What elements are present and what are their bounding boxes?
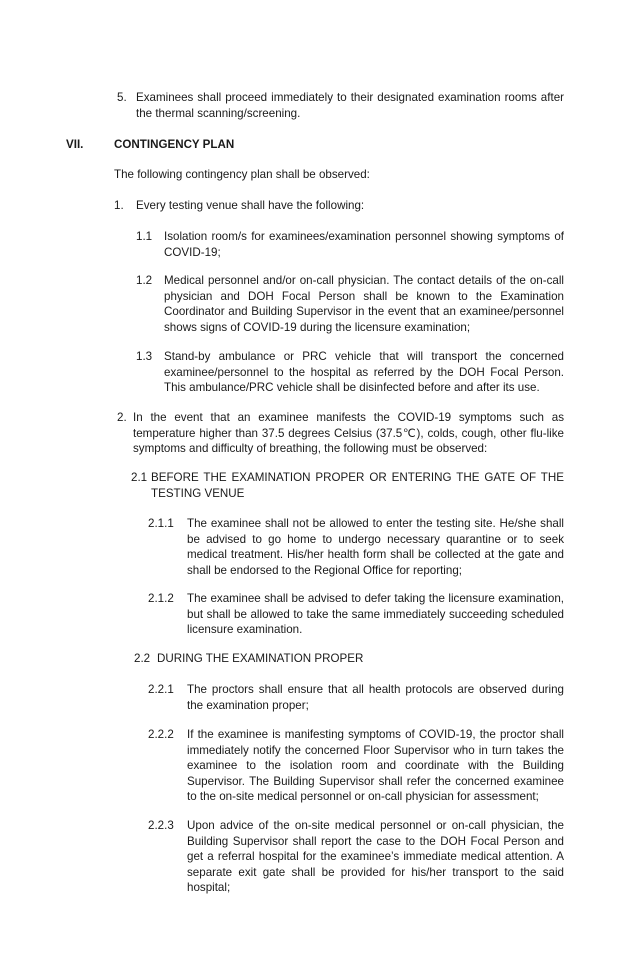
item-1-number: 1. [114,199,124,212]
item-1-3-number: 1.3 [136,350,153,363]
item-2-1-1-number: 2.1.1 [148,517,174,530]
item-1-1-number: 1.1 [136,230,153,243]
item-2-number: 2. [117,411,127,424]
sub-2-1-number: 2.1 [131,471,148,484]
item-5-number: 5. [117,91,127,104]
sub-2-2-title: DURING THE EXAMINATION PROPER [157,652,364,665]
item-2-text: In the event that an examinee manifests the COVID-19 symptoms such as temperature higher than 37.5 degrees Celsius (37.5℃), colds, cough, other flu-like symptoms and difficulty of breathing, the following must be observed: [133,411,564,456]
section-number: VII. [66,138,84,151]
section-intro: The following contingency plan shall be observed: [114,168,370,181]
section-title: CONTINGENCY PLAN [114,138,235,151]
item-5-text: Examinees shall proceed immediately to their designated examination rooms after the thermal scanning/screening. [136,91,564,120]
item-2-1-1-text: The examinee shall not be allowed to enter the testing site. He/she shall be advised to go home to undergo necessary quarantine or to seek medical treatment. His/her health form shall be collected at the gate and shall be endorsed to the Regional Office for reporting; [187,517,564,577]
item-2-2-3-text: Upon advice of the on-site medical personnel or on-call physician, the Building Supervisor shall report the case to the DOH Focal Person and get a referral hospital for the examinee’s immediate medical attention. A separate exit gate shall be provided for his/her transport to the said hospital; [187,819,564,895]
item-2-2-1-number: 2.2.1 [148,683,174,696]
item-1-2-number: 1.2 [136,274,153,287]
sub-2-1-title: BEFORE THE EXAMINATION PROPER OR ENTERING THE GATE OF THE TESTING VENUE [151,471,564,500]
sub-2-2-number: 2.2 [134,652,151,665]
item-2-2-1-text: The proctors shall ensure that all health protocols are observed during the examination proper; [187,683,564,712]
item-2-1-2-text: The examinee shall be advised to defer taking the licensure examination, but shall be allowed to take the same immediately succeeding scheduled licensure examination. [187,592,564,637]
item-1-text: Every testing venue shall have the following: [136,199,365,212]
item-2-1-2-number: 2.1.2 [148,592,174,605]
item-2-2-2-number: 2.2.2 [148,728,174,741]
item-2-2-2-text: If the examinee is manifesting symptoms of COVID-19, the proctor shall immediately notify the concerned Floor Supervisor who in turn takes the examinee to the isolation room and coordinate with the Building Supervisor. The Building Supervisor shall refer the concerned examinee to the on-site medical personnel or on-call physician for assessment; [187,728,564,804]
item-1-1-text: Isolation room/s for examinees/examination personnel showing symptoms of COVID-19; [164,230,564,259]
item-1-3-text: Stand-by ambulance or PRC vehicle that will transport the concerned examinee/personnel to the hospital as referred by the DOH Focal Person. This ambulance/PRC vehicle shall be disinfected before and after its use. [164,350,564,395]
item-2-2-3-number: 2.2.3 [148,819,174,832]
item-1-2-text: Medical personnel and/or on-call physician. The contact details of the on-call physician and DOH Focal Person shall be known to the Examination Coordinator and Building Supervisor in the event that an examinee/personnel shows signs of COVID-19 during the licensure examination; [164,274,564,334]
